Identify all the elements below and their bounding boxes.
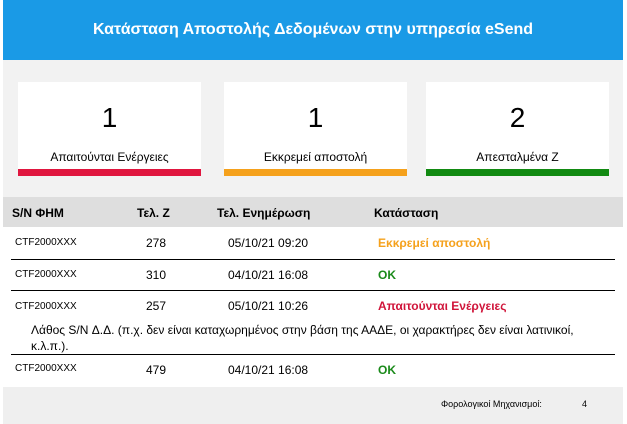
card-sent-z[interactable] bbox=[426, 82, 609, 176]
card-label: Απαιτούνται Ενέργειες bbox=[50, 150, 169, 164]
card-status-bar bbox=[426, 169, 609, 176]
card-status-bar bbox=[224, 169, 407, 176]
table-header bbox=[3, 197, 623, 227]
column-header-sn: S/N ΦΗΜ bbox=[12, 206, 64, 220]
row-divider bbox=[11, 259, 615, 260]
column-header-status: Κατάσταση bbox=[374, 206, 439, 220]
card-pending-send[interactable] bbox=[224, 82, 407, 176]
row-updated: 05/10/21 10:26 bbox=[228, 299, 309, 313]
row-updated: 04/10/21 16:08 bbox=[228, 363, 309, 377]
row-status: OK bbox=[378, 268, 396, 282]
row-divider bbox=[11, 354, 615, 355]
footer-count: 4 bbox=[582, 399, 588, 409]
row-sn: CTF2000XXX bbox=[15, 363, 77, 374]
row-updated: 05/10/21 09:20 bbox=[228, 236, 309, 250]
row-status: Εκκρεμεί αποστολή bbox=[378, 236, 491, 250]
card-status-bar bbox=[18, 169, 201, 176]
card-count: 1 bbox=[101, 102, 118, 133]
row-status: Απαιτούνται Ενέργειες bbox=[378, 299, 507, 313]
card-count: 1 bbox=[307, 102, 324, 133]
page-header bbox=[3, 0, 623, 60]
card-actions-required[interactable] bbox=[18, 82, 201, 176]
footer-label: Φορολογικοί Μηχανισμοί: bbox=[441, 399, 542, 409]
column-header-updated: Τελ. Ενημέρωση bbox=[217, 206, 311, 220]
column-header-z: Τελ. Z bbox=[137, 206, 170, 220]
row-error-message: Λάθος S/N Δ.Δ. (π.χ. δεν είναι καταχωρημένος στην βάση της ΑΑΔΕ, οι χαρακτήρες δεν είναι λατινικοί, κ.λ.π.). bbox=[31, 323, 574, 353]
row-status: OK bbox=[378, 363, 396, 377]
row-sn: CTF2000XXX bbox=[15, 301, 77, 312]
row-divider bbox=[11, 290, 615, 291]
esend-status-panel bbox=[3, 0, 623, 424]
row-updated: 04/10/21 16:08 bbox=[228, 268, 309, 282]
table-footer bbox=[3, 387, 623, 424]
card-label: Απεσταλμένα Z bbox=[476, 150, 559, 164]
card-count: 2 bbox=[509, 102, 526, 133]
status-table-body bbox=[3, 227, 623, 387]
page-title: Κατάσταση Αποστολής Δεδομένων στην υπηρεσία eSend bbox=[92, 21, 534, 38]
row-z: 278 bbox=[146, 236, 167, 250]
card-label: Εκκρεμεί αποστολή bbox=[263, 150, 368, 164]
row-sn: CTF2000XXX bbox=[15, 269, 77, 280]
row-z: 310 bbox=[146, 268, 167, 282]
row-sn: CTF2000XXX bbox=[15, 237, 77, 248]
row-z: 257 bbox=[146, 299, 167, 313]
row-z: 479 bbox=[146, 363, 167, 377]
